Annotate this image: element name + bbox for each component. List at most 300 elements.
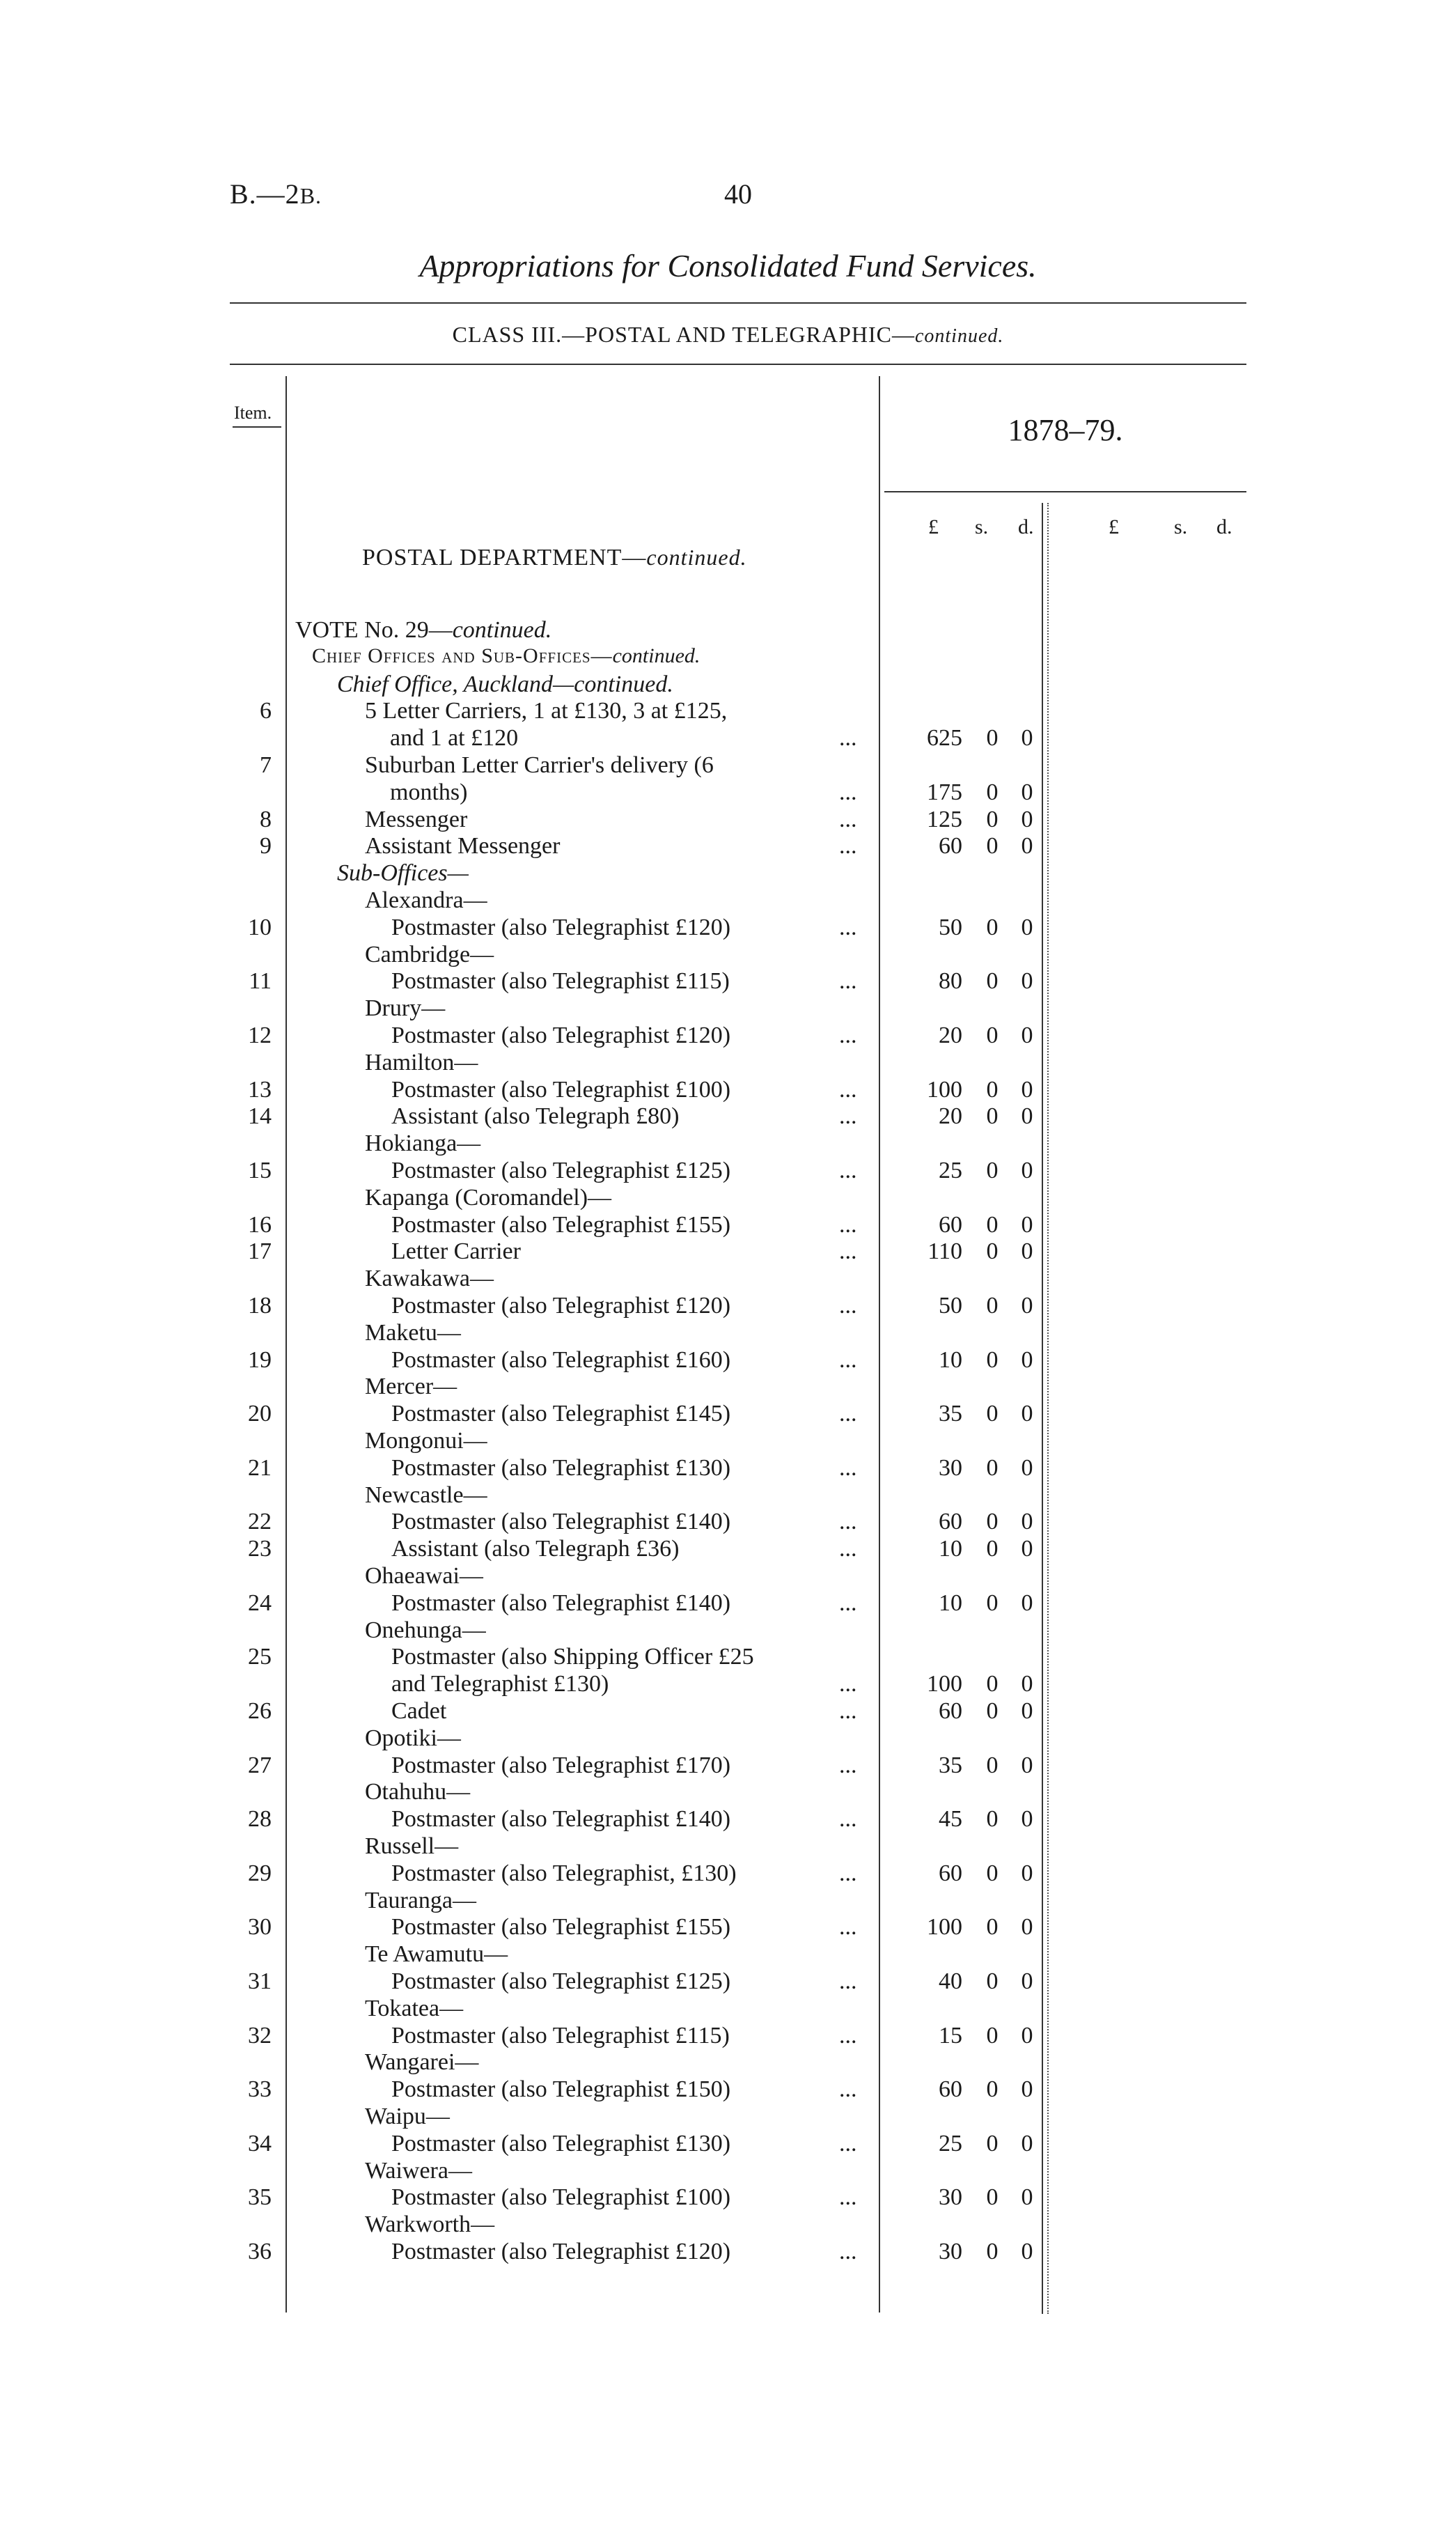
reference-prefix: B.—2 bbox=[230, 178, 300, 210]
row-description: Assistant (also Telegraph £36) bbox=[391, 1536, 680, 1562]
item-header-underline bbox=[233, 426, 281, 428]
table-row bbox=[0, 1644, 1456, 1672]
table-row bbox=[0, 1428, 1456, 1456]
table-row bbox=[0, 1698, 1456, 1726]
item-number: 23 bbox=[248, 1536, 272, 1562]
amount-pounds: 50 bbox=[939, 1293, 962, 1319]
row-description: Postmaster (also Telegraphist £120) bbox=[391, 1293, 731, 1319]
leader-dots: ... bbox=[839, 725, 857, 752]
table-row bbox=[0, 1158, 1456, 1186]
leader-dots: ... bbox=[839, 1401, 857, 1427]
row-description: Waipu— bbox=[365, 2104, 450, 2129]
table-row bbox=[0, 1590, 1456, 1618]
row-description: Maketu— bbox=[365, 1319, 461, 1346]
amount-pounds: 125 bbox=[927, 806, 962, 832]
amount-shillings: 0 bbox=[986, 2239, 999, 2264]
table-row bbox=[0, 1212, 1456, 1240]
row-description: Postmaster (also Telegraphist, £130) bbox=[391, 1860, 737, 1886]
table-row bbox=[0, 698, 1456, 726]
leader-dots: ... bbox=[839, 1238, 857, 1265]
amount-pounds: 15 bbox=[939, 2022, 962, 2049]
amount-pounds: 80 bbox=[939, 968, 962, 995]
table-row bbox=[0, 1888, 1456, 1915]
amount-shillings: 0 bbox=[986, 779, 999, 805]
row-description: Postmaster (also Telegraphist £130) bbox=[391, 2130, 731, 2156]
row-description: Messenger bbox=[365, 806, 468, 832]
item-number: 21 bbox=[248, 1454, 272, 1481]
leader-dots: ... bbox=[839, 1076, 857, 1103]
table-row bbox=[0, 1293, 1456, 1321]
row-description: Postmaster (also Telegraphist £130) bbox=[391, 1454, 731, 1481]
table-row bbox=[0, 1996, 1456, 2023]
item-number: 9 bbox=[260, 833, 272, 860]
row-description: Onehunga— bbox=[365, 1617, 486, 1643]
row-description: Sub-Offices— bbox=[337, 860, 469, 887]
row-description: 5 Letter Carriers, 1 at £130, 3 at £125, bbox=[365, 698, 728, 724]
amount-shillings: 0 bbox=[986, 1076, 999, 1103]
leader-dots: ... bbox=[839, 1103, 857, 1130]
table-row bbox=[0, 942, 1456, 970]
row-description: Alexandra— bbox=[365, 887, 487, 913]
amount-pence: 0 bbox=[1021, 2239, 1033, 2264]
amount-pence: 0 bbox=[1021, 968, 1033, 995]
table-row bbox=[0, 1130, 1456, 1158]
row-description: Letter Carrier bbox=[391, 1238, 521, 1265]
title-rule bbox=[230, 302, 1246, 304]
item-number: 10 bbox=[248, 914, 272, 940]
row-description: Russell— bbox=[365, 1833, 459, 1859]
table-row bbox=[0, 1617, 1456, 1645]
table-row bbox=[0, 2212, 1456, 2239]
table-row bbox=[0, 1671, 1456, 1699]
leader-dots: ... bbox=[839, 1589, 857, 1616]
leader-dots: ... bbox=[839, 2130, 857, 2156]
amount-pence: 0 bbox=[1021, 1752, 1033, 1778]
amount-shillings: 0 bbox=[986, 968, 999, 995]
amount-shillings: 0 bbox=[986, 1023, 999, 1048]
leader-dots: ... bbox=[839, 1968, 857, 1994]
item-number: 11 bbox=[249, 968, 272, 995]
row-description: Kawakawa— bbox=[365, 1266, 494, 1292]
amount-pence: 0 bbox=[1021, 833, 1033, 860]
leader-dots: ... bbox=[839, 1158, 857, 1183]
table-row bbox=[0, 1563, 1456, 1591]
amount-pounds: 30 bbox=[939, 2239, 962, 2264]
class-heading-suffix: continued. bbox=[914, 325, 1004, 347]
amount-pence: 0 bbox=[1021, 1346, 1033, 1373]
table-row bbox=[0, 2239, 1456, 2267]
table-row bbox=[0, 752, 1456, 780]
amount-pence: 0 bbox=[1021, 1158, 1033, 1183]
row-description: Cadet bbox=[391, 1698, 447, 1724]
row-description: VOTE No. 29—continued. bbox=[295, 617, 552, 643]
amount-pence: 0 bbox=[1021, 1023, 1033, 1048]
table-row bbox=[0, 1320, 1456, 1348]
amount-pounds: 60 bbox=[939, 2076, 962, 2103]
document-reference bbox=[230, 178, 322, 210]
amount-shillings: 0 bbox=[986, 806, 999, 832]
amount-pounds: 45 bbox=[939, 1806, 962, 1833]
amount-shillings: 0 bbox=[986, 1103, 999, 1130]
table-row bbox=[0, 860, 1456, 888]
amount-pounds: 30 bbox=[939, 2184, 962, 2211]
table-row bbox=[0, 617, 1456, 645]
leader-dots: ... bbox=[839, 1752, 857, 1778]
leader-dots: ... bbox=[839, 1346, 857, 1373]
item-number: 13 bbox=[248, 1076, 272, 1103]
table-row bbox=[0, 1860, 1456, 1888]
currency-pence-header-2: d. bbox=[1216, 515, 1232, 538]
row-description: Opotiki— bbox=[365, 1725, 461, 1751]
row-description: Mongonui— bbox=[365, 1428, 487, 1454]
amount-shillings: 0 bbox=[986, 2076, 999, 2103]
table-row bbox=[0, 779, 1456, 807]
amount-pence: 0 bbox=[1021, 1671, 1033, 1697]
amount-shillings: 0 bbox=[986, 1211, 999, 1238]
table-row bbox=[0, 1914, 1456, 1942]
table-row bbox=[0, 2023, 1456, 2051]
year-header: 1878–79. bbox=[1008, 413, 1123, 447]
item-number: 29 bbox=[248, 1860, 272, 1886]
row-description: Postmaster (also Telegraphist £125) bbox=[391, 1158, 731, 1183]
amount-shillings: 0 bbox=[986, 1293, 999, 1319]
item-number: 30 bbox=[248, 1914, 272, 1941]
leader-dots: ... bbox=[839, 968, 857, 995]
amount-pounds: 30 bbox=[939, 1454, 962, 1481]
amount-pounds: 35 bbox=[939, 1752, 962, 1778]
amount-shillings: 0 bbox=[986, 1671, 999, 1697]
amount-pence: 0 bbox=[1021, 806, 1033, 832]
row-description: Postmaster (also Telegraphist £115) bbox=[391, 968, 730, 995]
amount-pounds: 40 bbox=[939, 1968, 962, 1994]
amount-pence: 0 bbox=[1021, 1401, 1033, 1427]
row-description: Cambridge— bbox=[365, 941, 494, 967]
row-description: Suburban Letter Carrier's delivery (6 bbox=[365, 752, 714, 778]
item-number: 7 bbox=[260, 752, 272, 778]
row-description: Postmaster (also Telegraphist £170) bbox=[391, 1752, 731, 1778]
row-description: Wangarei— bbox=[365, 2049, 479, 2076]
row-description: Postmaster (also Telegraphist £120) bbox=[391, 2239, 731, 2264]
amount-pence: 0 bbox=[1021, 1914, 1033, 1941]
year-underline bbox=[884, 491, 1246, 492]
page-number: 40 bbox=[724, 178, 752, 210]
table-row bbox=[0, 1077, 1456, 1105]
table-row bbox=[0, 1509, 1456, 1537]
item-number: 34 bbox=[248, 2130, 272, 2156]
table-row bbox=[0, 887, 1456, 915]
row-description: Chief Office, Auckland—continued. bbox=[337, 671, 673, 697]
amount-shillings: 0 bbox=[986, 1454, 999, 1481]
item-number: 20 bbox=[248, 1401, 272, 1427]
table-row bbox=[0, 2131, 1456, 2159]
amount-shillings: 0 bbox=[986, 1509, 999, 1535]
amount-shillings: 0 bbox=[986, 2130, 999, 2156]
row-description: Waiwera— bbox=[365, 2157, 472, 2184]
table-row bbox=[0, 1752, 1456, 1780]
table-row bbox=[0, 725, 1456, 753]
currency-shilling-header-2: s. bbox=[1174, 515, 1188, 538]
amount-shillings: 0 bbox=[986, 1238, 999, 1265]
row-description: Postmaster (also Telegraphist £155) bbox=[391, 1211, 731, 1238]
amount-pounds: 100 bbox=[927, 1671, 962, 1697]
leader-dots: ... bbox=[839, 2239, 857, 2264]
leader-dots: ... bbox=[839, 2076, 857, 2103]
table-row bbox=[0, 1374, 1456, 1401]
table-row bbox=[0, 671, 1456, 699]
table-row bbox=[0, 807, 1456, 834]
amount-pounds: 100 bbox=[927, 1914, 962, 1941]
row-description: Mercer— bbox=[365, 1374, 457, 1400]
amount-pounds: 110 bbox=[927, 1238, 962, 1265]
row-description: Postmaster (also Telegraphist £100) bbox=[391, 2184, 731, 2211]
amount-pence: 0 bbox=[1021, 1211, 1033, 1238]
amount-pence: 0 bbox=[1021, 1806, 1033, 1833]
row-description: Warkworth— bbox=[365, 2212, 495, 2238]
leader-dots: ... bbox=[839, 1293, 857, 1319]
table-row bbox=[0, 2049, 1456, 2077]
row-description: Assistant Messenger bbox=[365, 833, 561, 860]
item-number: 12 bbox=[248, 1023, 272, 1048]
amount-pounds: 20 bbox=[939, 1103, 962, 1130]
row-description: Postmaster (also Telegraphist £140) bbox=[391, 1806, 731, 1833]
amount-pounds: 625 bbox=[927, 725, 962, 752]
leader-dots: ... bbox=[839, 1454, 857, 1481]
table-row bbox=[0, 1941, 1456, 1969]
class-heading bbox=[0, 322, 1456, 348]
amount-shillings: 0 bbox=[986, 1589, 999, 1616]
row-description: Postmaster (also Telegraphist £145) bbox=[391, 1401, 731, 1427]
table-row bbox=[0, 995, 1456, 1023]
amount-shillings: 0 bbox=[986, 1968, 999, 1994]
row-description: Postmaster (also Telegraphist £115) bbox=[391, 2022, 730, 2049]
row-description: Postmaster (also Shipping Officer £25 bbox=[391, 1644, 754, 1670]
row-description: Assistant (also Telegraph £80) bbox=[391, 1103, 680, 1130]
table-row bbox=[0, 1401, 1456, 1429]
amount-shillings: 0 bbox=[986, 1401, 999, 1427]
amount-pence: 0 bbox=[1021, 2130, 1033, 2156]
amount-pounds: 10 bbox=[939, 1346, 962, 1373]
leader-dots: ... bbox=[839, 1698, 857, 1724]
table-row bbox=[0, 2104, 1456, 2131]
item-number: 16 bbox=[248, 1211, 272, 1238]
table-row bbox=[0, 1185, 1456, 1213]
row-description: months) bbox=[390, 779, 468, 805]
amount-pounds: 60 bbox=[939, 833, 962, 860]
amount-shillings: 0 bbox=[986, 1806, 999, 1833]
department-suffix: continued. bbox=[646, 545, 747, 570]
table-row bbox=[0, 1347, 1456, 1375]
row-description: Te Awamutu— bbox=[365, 1941, 508, 1968]
leader-dots: ... bbox=[839, 806, 857, 832]
table-row bbox=[0, 1536, 1456, 1564]
leader-dots: ... bbox=[839, 1806, 857, 1833]
table-row bbox=[0, 968, 1456, 996]
amount-shillings: 0 bbox=[986, 1860, 999, 1886]
item-number: 28 bbox=[248, 1806, 272, 1833]
table-row bbox=[0, 1806, 1456, 1834]
row-description: Hokianga— bbox=[365, 1130, 481, 1157]
leader-dots: ... bbox=[839, 1914, 857, 1941]
item-number: 14 bbox=[248, 1103, 272, 1130]
amount-pounds: 35 bbox=[939, 1401, 962, 1427]
table-row bbox=[0, 1266, 1456, 1293]
row-description: Postmaster (also Telegraphist £120) bbox=[391, 914, 731, 940]
row-description: Hamilton— bbox=[365, 1049, 478, 1075]
row-description: Postmaster (also Telegraphist £100) bbox=[391, 1076, 731, 1103]
amount-pounds: 10 bbox=[939, 1589, 962, 1616]
leader-dots: ... bbox=[839, 2184, 857, 2211]
table-row bbox=[0, 1103, 1456, 1131]
amount-shillings: 0 bbox=[986, 1158, 999, 1183]
table-row bbox=[0, 1833, 1456, 1861]
currency-pound-header-2: £ bbox=[1109, 515, 1119, 538]
leader-dots: ... bbox=[839, 1860, 857, 1886]
row-description: Newcastle— bbox=[365, 1482, 487, 1508]
item-number: 33 bbox=[248, 2076, 272, 2103]
item-number: 31 bbox=[248, 1968, 272, 1994]
table-row bbox=[0, 644, 1456, 672]
row-description: Chief Offices and Sub-Offices—continued. bbox=[312, 644, 700, 667]
item-number: 32 bbox=[248, 2022, 272, 2049]
table-row bbox=[0, 1455, 1456, 1483]
leader-dots: ... bbox=[839, 1671, 857, 1697]
table-row bbox=[0, 2184, 1456, 2212]
amount-pence: 0 bbox=[1021, 1454, 1033, 1481]
amount-pounds: 60 bbox=[939, 1860, 962, 1886]
row-description: Otahuhu— bbox=[365, 1779, 471, 1805]
amount-pence: 0 bbox=[1021, 1860, 1033, 1886]
item-number: 35 bbox=[248, 2184, 272, 2211]
leader-dots: ... bbox=[839, 833, 857, 860]
item-number: 15 bbox=[248, 1158, 272, 1183]
item-number: 22 bbox=[248, 1509, 272, 1535]
table-row bbox=[0, 1968, 1456, 1996]
amount-pence: 0 bbox=[1021, 1076, 1033, 1103]
amount-shillings: 0 bbox=[986, 2184, 999, 2211]
amount-pence: 0 bbox=[1021, 1698, 1033, 1724]
leader-dots: ... bbox=[839, 1536, 857, 1562]
row-description: Ohaeawai— bbox=[365, 1563, 483, 1589]
item-number: 6 bbox=[260, 698, 272, 724]
page-title: Appropriations for Consolidated Fund Services. bbox=[419, 248, 1037, 283]
item-number: 17 bbox=[248, 1238, 272, 1265]
amount-pence: 0 bbox=[1021, 779, 1033, 805]
row-description: Postmaster (also Telegraphist £155) bbox=[391, 1914, 731, 1941]
row-description: Postmaster (also Telegraphist £140) bbox=[391, 1509, 731, 1535]
item-number: 8 bbox=[260, 806, 272, 832]
leader-dots: ... bbox=[839, 1211, 857, 1238]
amount-pence: 0 bbox=[1021, 1536, 1033, 1562]
amount-pence: 0 bbox=[1021, 1968, 1033, 1994]
amount-shillings: 0 bbox=[986, 1536, 999, 1562]
amount-pence: 0 bbox=[1021, 1103, 1033, 1130]
item-number: 19 bbox=[248, 1346, 272, 1373]
row-description: Kapanga (Coromandel)— bbox=[365, 1184, 612, 1211]
table-row bbox=[0, 915, 1456, 942]
amount-shillings: 0 bbox=[986, 833, 999, 860]
table-row bbox=[0, 1023, 1456, 1050]
row-description: Postmaster (also Telegraphist £140) bbox=[391, 1589, 731, 1616]
amount-shillings: 0 bbox=[986, 914, 999, 940]
row-description: Postmaster (also Telegraphist £120) bbox=[391, 1023, 731, 1048]
reference-suffix: B. bbox=[299, 183, 322, 208]
row-description: Tokatea— bbox=[365, 1995, 464, 2021]
table-row bbox=[0, 1238, 1456, 1266]
row-description: Drury— bbox=[365, 995, 446, 1022]
table-row bbox=[0, 833, 1456, 861]
currency-pence-header: d. bbox=[1018, 515, 1034, 538]
amount-pence: 0 bbox=[1021, 725, 1033, 752]
amount-pounds: 20 bbox=[939, 1023, 962, 1048]
amount-pence: 0 bbox=[1021, 1509, 1033, 1535]
item-number: 25 bbox=[248, 1644, 272, 1670]
row-description: Postmaster (also Telegraphist £160) bbox=[391, 1346, 731, 1373]
amount-pounds: 60 bbox=[939, 1698, 962, 1724]
amount-pounds: 60 bbox=[939, 1509, 962, 1535]
currency-shilling-header: s. bbox=[975, 515, 989, 538]
amount-pounds: 175 bbox=[927, 779, 962, 805]
amount-pence: 0 bbox=[1021, 914, 1033, 940]
leader-dots: ... bbox=[839, 1509, 857, 1535]
amount-shillings: 0 bbox=[986, 1346, 999, 1373]
table-row bbox=[0, 1050, 1456, 1078]
table-row bbox=[0, 2158, 1456, 2186]
row-description: and Telegraphist £130) bbox=[391, 1671, 609, 1697]
item-number: 26 bbox=[248, 1698, 272, 1724]
item-number: 27 bbox=[248, 1752, 272, 1778]
amount-pounds: 10 bbox=[939, 1536, 962, 1562]
row-description: Tauranga— bbox=[365, 1887, 476, 1913]
department-title: POSTAL DEPARTMENT— bbox=[362, 545, 647, 570]
leader-dots: ... bbox=[839, 2022, 857, 2049]
table-row bbox=[0, 1779, 1456, 1807]
amount-pence: 0 bbox=[1021, 1293, 1033, 1319]
leader-dots: ... bbox=[839, 779, 857, 805]
department-heading bbox=[362, 545, 747, 571]
table-row bbox=[0, 1482, 1456, 1510]
class-heading-text: CLASS III.—POSTAL AND TELEGRAPHIC— bbox=[452, 322, 915, 347]
amount-pounds: 60 bbox=[939, 1211, 962, 1238]
table-row bbox=[0, 1725, 1456, 1753]
amount-pence: 0 bbox=[1021, 2184, 1033, 2211]
amount-pence: 0 bbox=[1021, 1238, 1033, 1265]
item-number: 24 bbox=[248, 1589, 272, 1616]
row-description: Postmaster (also Telegraphist £125) bbox=[391, 1968, 731, 1994]
item-number: 36 bbox=[248, 2239, 272, 2264]
amount-pounds: 100 bbox=[927, 1076, 962, 1103]
amount-pence: 0 bbox=[1021, 1589, 1033, 1616]
leader-dots: ... bbox=[839, 1023, 857, 1048]
row-description: Postmaster (also Telegraphist £150) bbox=[391, 2076, 731, 2103]
amount-shillings: 0 bbox=[986, 1752, 999, 1778]
table-top-rule bbox=[230, 364, 1246, 365]
currency-pound-header: £ bbox=[928, 515, 939, 538]
item-column-header: Item. bbox=[234, 403, 272, 423]
amount-shillings: 0 bbox=[986, 2022, 999, 2049]
row-description: and 1 at £120 bbox=[390, 725, 519, 752]
amount-pounds: 25 bbox=[939, 2130, 962, 2156]
amount-pounds: 50 bbox=[939, 914, 962, 940]
amount-shillings: 0 bbox=[986, 1914, 999, 1941]
leader-dots: ... bbox=[839, 914, 857, 940]
item-number: 18 bbox=[248, 1293, 272, 1319]
amount-pence: 0 bbox=[1021, 2076, 1033, 2103]
table-row bbox=[0, 2076, 1456, 2104]
amount-pence: 0 bbox=[1021, 2022, 1033, 2049]
amount-shillings: 0 bbox=[986, 725, 999, 752]
amount-shillings: 0 bbox=[986, 1698, 999, 1724]
amount-pounds: 25 bbox=[939, 1158, 962, 1183]
